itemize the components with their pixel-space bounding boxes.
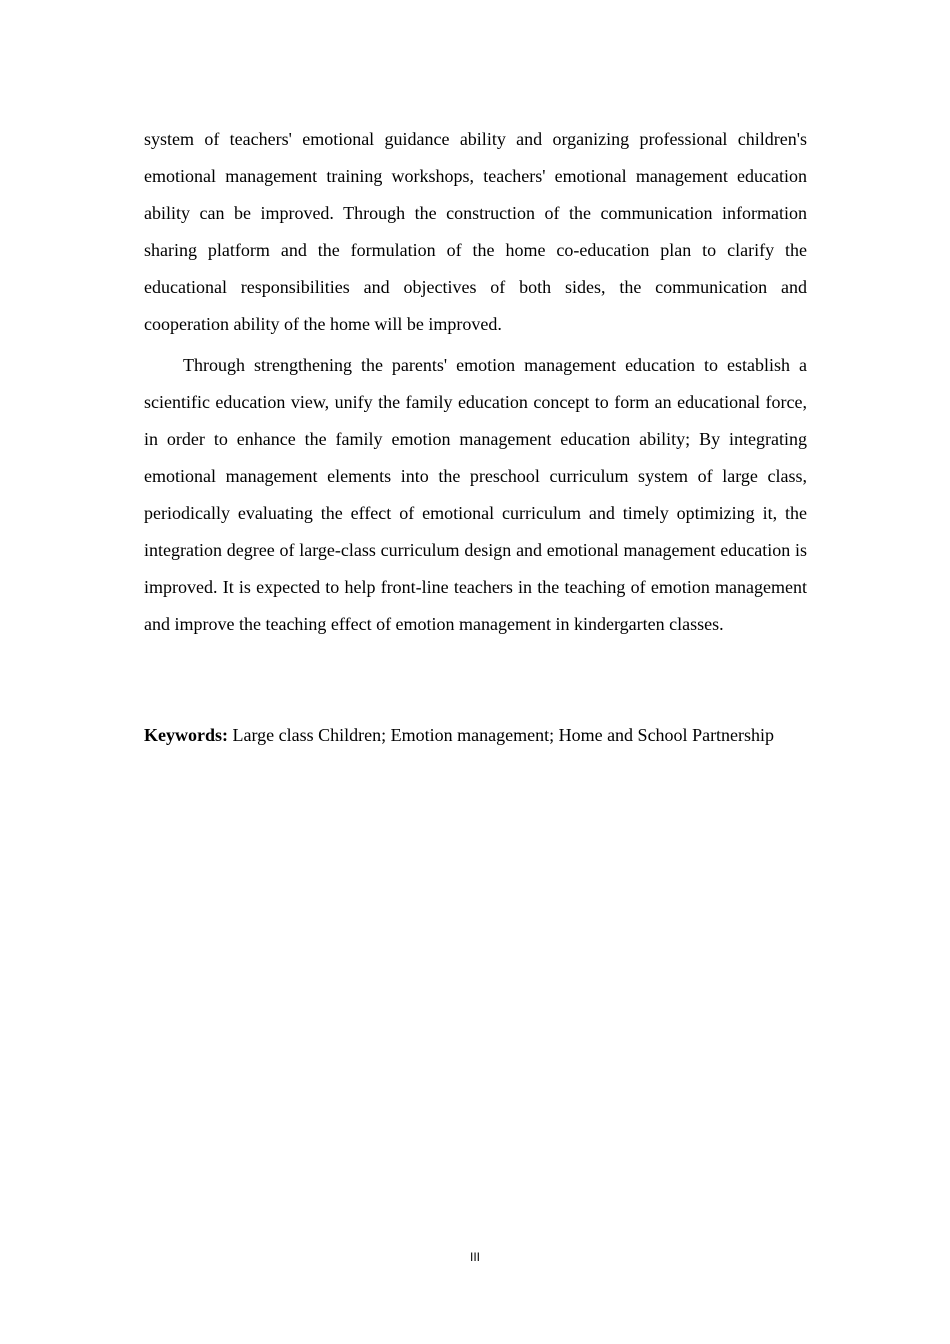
- abstract-body: [144, 121, 807, 643]
- abstract-paragraph: Through strengthening the parents' emotion management education to establish a scientific education view, unify the family education concept to form an educational force, in order to enhance the family emotion management education ability; By integrating emotional management elements into the preschool curriculum system of large class, periodically evaluating the effect of emotional curriculum and timely optimizing it, the integration degree of large-class curriculum design and emotional management education is improved. It is expected to help front-line teachers in the teaching of emotion management and improve the teaching effect of emotion management in kindergarten classes.: [144, 355, 807, 634]
- page-number: III: [469, 1250, 480, 1264]
- keywords-text: Large class Children; Emotion management; Home and School Partnership: [232, 725, 775, 745]
- keywords-label: Keywords:: [144, 725, 228, 745]
- abstract-paragraph: system of teachers' emotional guidance ability and organizing professional children's emotional management training workshops, teachers' emotional management education ability can be improved. Through the construction of the communication information sharing platform and the formulation of the home co-education plan to clarify the educational responsibilities and objectives of both sides, the communication and cooperation ability of the home will be improved.: [144, 129, 807, 334]
- keywords-section: [144, 717, 807, 753]
